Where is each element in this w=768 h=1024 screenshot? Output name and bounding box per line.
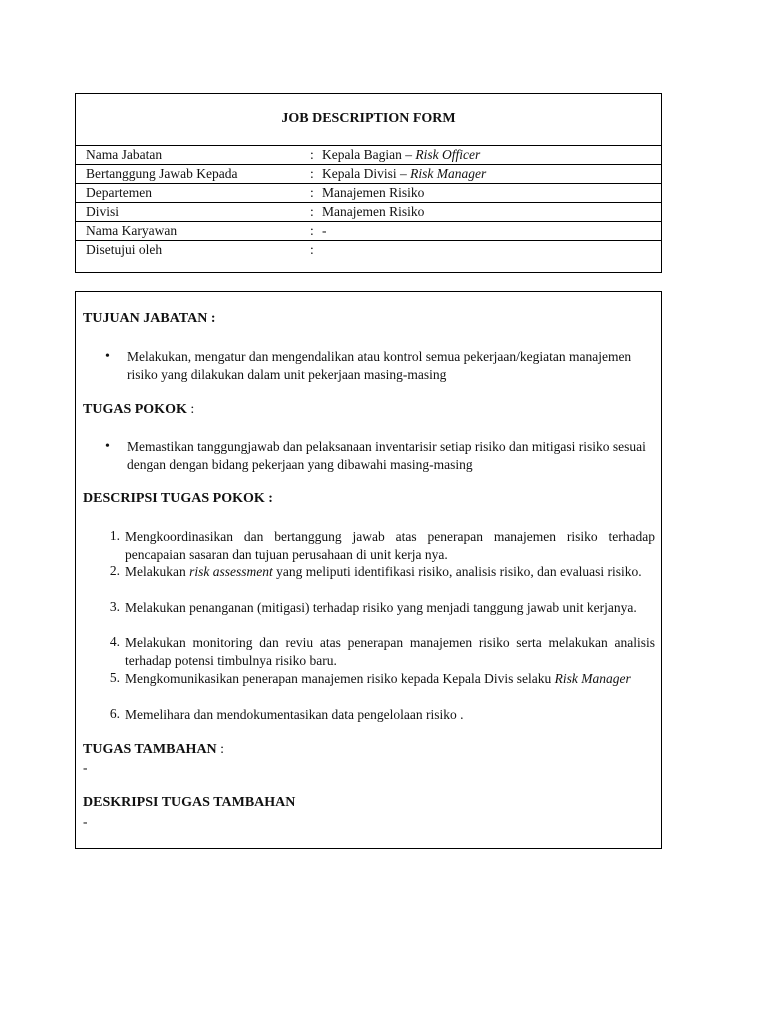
item-text-pre: Mengkomunikasikan penerapan manajemen risiko kepada Kepala Divis selaku xyxy=(125,671,555,686)
row-value-text: Kepala Divisi – xyxy=(322,166,411,181)
tugas-tambahan-heading-suffix: : xyxy=(216,742,225,757)
deskripsi-tugas-tambahan-heading: DESKRIPSI TUGAS TAMBAHAN xyxy=(83,795,296,810)
row-value-italic: Risk Manager xyxy=(410,166,487,181)
info-row-disetujui-oleh xyxy=(76,241,661,259)
tujuan-jabatan-heading: TUJUAN JABATAN : xyxy=(83,311,216,326)
row-label: Divisi xyxy=(86,204,120,219)
row-colon: : xyxy=(310,166,314,181)
row-label: Nama Karyawan xyxy=(86,223,178,238)
row-value xyxy=(322,165,486,183)
bullet-icon: • xyxy=(105,439,110,454)
tugas-tambahan-heading-text: TUGAS TAMBAHAN xyxy=(83,742,217,757)
item-text: Memelihara dan mendokumentasikan data pengelolaan risiko . xyxy=(125,707,464,722)
info-row-departemen xyxy=(76,184,661,203)
item-text-pre: Melakukan xyxy=(125,564,190,579)
tugas-tambahan-value: - xyxy=(83,760,88,775)
item-text xyxy=(125,563,655,581)
tugas-pokok-heading xyxy=(83,402,194,418)
row-value: Manajemen Risiko xyxy=(322,204,425,219)
info-row-nama-karyawan xyxy=(76,222,661,241)
tugas-pokok-heading-text: TUGAS POKOK xyxy=(83,402,187,417)
row-colon: : xyxy=(310,147,314,162)
row-label: Disetujui oleh xyxy=(86,242,163,257)
tujuan-bullet-text: Melakukan, mengatur dan mengendalikan atau kontrol semua pekerjaan/kegiatan manajemen risiko yang dilakukan dalam unit pekerjaan masing-masing xyxy=(127,349,632,382)
row-colon: : xyxy=(310,204,314,219)
job-description-form xyxy=(75,93,662,273)
item-text-italic: risk assessment xyxy=(189,564,273,579)
tugas-tambahan-heading xyxy=(83,742,224,758)
item-number: 6. xyxy=(109,706,120,721)
tugas-pokok-bullet-text: Memastikan tanggungjawab dan pelaksanaan inventarisir setiap risiko dan mitigasi risiko sesuai dengan dengan bidang pekerjaan yang dibawahi masing-masing xyxy=(127,439,646,472)
info-row-bertanggung-jawab xyxy=(76,165,661,184)
tugas-pokok-heading-suffix: : xyxy=(186,402,195,417)
item-text-post: yang meliputi identifikasi risiko, analisis risiko, dan evaluasi risiko. xyxy=(272,564,642,579)
duties-section xyxy=(75,291,662,849)
item-text: Melakukan penanganan (mitigasi) terhadap risiko yang menjadi tanggung jawab unit kerjanya. xyxy=(125,600,637,615)
item-number: 3. xyxy=(109,599,120,614)
row-value-text: Kepala Bagian – xyxy=(322,147,416,162)
row-value: Manajemen Risiko xyxy=(322,185,425,200)
row-label: Departemen xyxy=(86,185,152,200)
item-number: 4. xyxy=(109,634,120,649)
form-title: JOB DESCRIPTION FORM xyxy=(281,111,456,126)
deskripsi-tugas-tambahan-value: - xyxy=(83,814,88,829)
row-value-italic: Risk Officer xyxy=(415,147,481,162)
row-value: - xyxy=(322,223,327,238)
row-colon: : xyxy=(310,242,314,257)
row-value xyxy=(322,146,480,164)
item-text: Mengkoordinasikan dan bertanggung jawab atas penerapan manajemen risiko terhadap pencapaian sasaran dan tujuan perusahaan di unit kerja nya. xyxy=(125,529,655,562)
row-label: Bertanggung Jawab Kepada xyxy=(86,166,238,181)
item-text-italic: Risk Manager xyxy=(554,671,631,686)
row-colon: : xyxy=(310,185,314,200)
deskripsi-tugas-pokok-heading: DESCRIPSI TUGAS POKOK : xyxy=(83,491,273,506)
info-row-nama-jabatan xyxy=(76,146,661,165)
item-number: 2. xyxy=(109,563,120,578)
info-table xyxy=(76,145,661,259)
item-text: Melakukan monitoring dan reviu atas penerapan manajemen risiko serta melakukan analisis terhadap potensi timbulnya risiko baru. xyxy=(125,635,655,668)
item-number: 5. xyxy=(109,670,120,685)
item-text xyxy=(125,670,655,688)
item-number: 1. xyxy=(109,528,120,543)
row-label: Nama Jabatan xyxy=(86,147,163,162)
row-colon: : xyxy=(310,223,314,238)
info-row-divisi xyxy=(76,203,661,222)
bullet-icon: • xyxy=(105,349,110,364)
